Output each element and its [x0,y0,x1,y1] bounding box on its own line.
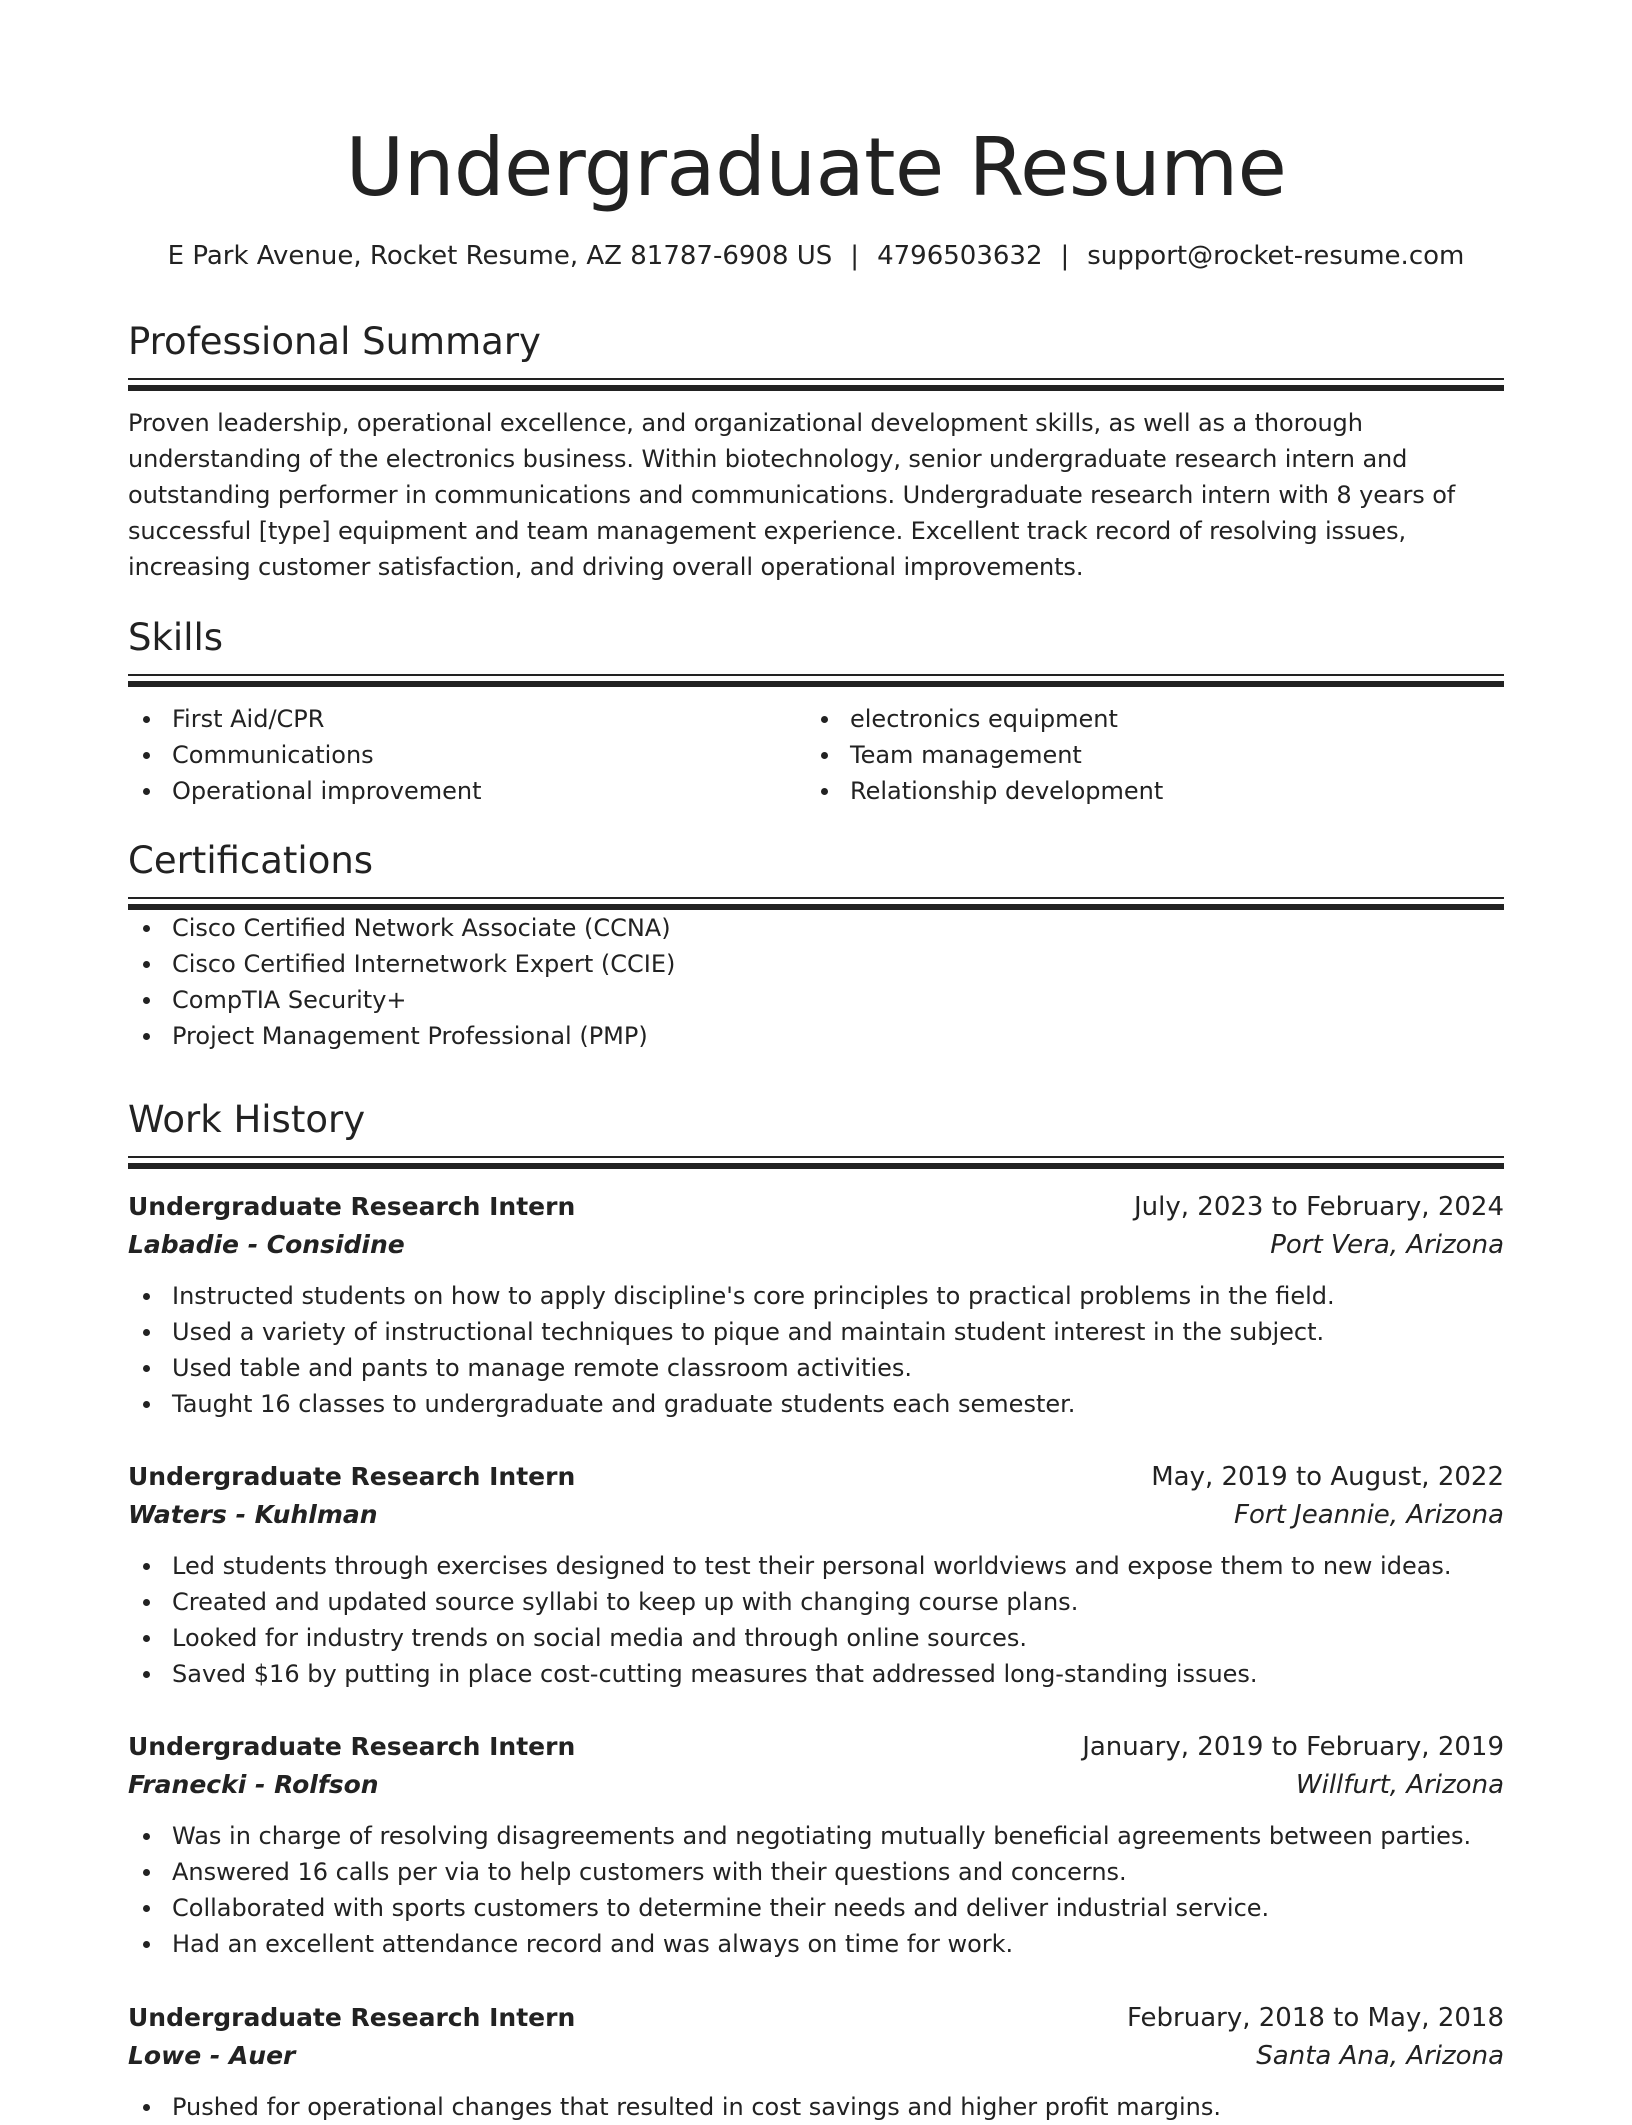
job-header-row [128,1458,1504,1496]
certification-item: Cisco Certified Internetwork Expert (CCIE) [128,946,1504,982]
job-dates: May, 2019 to August, 2022 [1151,1462,1504,1492]
job-company-row [128,1226,1504,1264]
skills-columns [128,701,1504,809]
certification-item: Project Management Professional (PMP) [128,1018,1504,1054]
skills-section [128,614,1504,809]
job-title: Undergraduate Research Intern [128,2003,576,2032]
job-location: Fort Jeannie, Arizona [1234,1500,1504,1530]
job-bullet: Answered 16 calls per via to help customers with their questions and concerns. [128,1854,1504,1890]
job-bullet: Used table and pants to manage remote classroom activities. [128,1350,1504,1386]
skill-item: First Aid/CPR [128,701,806,737]
summary-section [128,318,1504,585]
job-bullets [128,1548,1504,1692]
certifications-section [128,837,1504,1054]
section-heading-certifications: Certifications [128,839,374,882]
section-divider [128,674,1504,687]
job-location: Willfurt, Arizona [1295,1770,1504,1800]
contact-separator: | [850,241,860,271]
skills-list-right [806,701,1484,809]
job-header-row [128,1188,1504,1226]
skill-item: Communications [128,737,806,773]
job-bullet: Led students through exercises designed to test their personal worldviews and expose them to new ideas. [128,1548,1504,1584]
job-entry [128,1999,1504,2125]
section-heading-skills: Skills [128,616,224,659]
job-title: Undergraduate Research Intern [128,1462,576,1491]
job-location: Port Vera, Arizona [1270,1230,1504,1260]
job-title: Undergraduate Research Intern [128,1192,576,1221]
contact-email: support@rocket-resume.com [1087,241,1465,271]
summary-text: Proven leadership, operational excellence, and organizational development skills, as well as a thorough understanding of the electronics business. Within biotechnology, senior undergraduate research intern and outstanding performer in communications and communications. Undergraduate research intern with 8 years of successful [type] equipment and team management experience. Excellent track record of resolving issues, increasing customer satisfaction, and driving overall operational improvements. [128,409,1456,581]
contact-separator: | [1060,241,1070,271]
section-heading-work-history: Work History [128,1098,366,1141]
job-company: Franecki - Rolfson [128,1770,379,1799]
contact-line [128,238,1504,274]
skill-item: Relationship development [806,773,1484,809]
section-divider [128,897,1504,910]
job-header-row [128,1728,1504,1766]
certification-item: CompTIA Security+ [128,982,1504,1018]
section-divider [128,1156,1504,1169]
job-bullet: Had an excellent attendance record and was always on time for work. [128,1926,1504,1962]
job-bullet: Taught 16 classes to undergraduate and graduate students each semester. [128,1386,1504,1422]
certification-item: Cisco Certified Network Associate (CCNA) [128,910,1504,946]
job-location: Santa Ana, Arizona [1256,2041,1504,2071]
job-company-row [128,1496,1504,1534]
skill-item: Operational improvement [128,773,806,809]
job-company: Lowe - Auer [128,2041,296,2070]
section-heading-summary: Professional Summary [128,320,541,363]
resume-title: Undergraduate Resume [345,121,1287,214]
contact-address: E Park Avenue, Rocket Resume, AZ 81787-6908 US [167,241,833,271]
job-entry [128,1188,1504,1422]
job-company-row [128,1766,1504,1804]
job-company: Labadie - Considine [128,1230,405,1259]
job-dates: February, 2018 to May, 2018 [1127,2003,1504,2033]
job-bullet: Used a variety of instructional techniques to pique and maintain student interest in the subject. [128,1314,1504,1350]
job-bullets [128,2089,1504,2125]
work-history-section [128,1096,1504,1169]
job-bullets [128,1278,1504,1422]
skill-item: Team management [806,737,1484,773]
certifications-list [128,910,1504,1054]
job-bullet: Instructed students on how to apply discipline's core principles to practical problems in the field. [128,1278,1504,1314]
job-title: Undergraduate Research Intern [128,1732,576,1761]
skill-item: electronics equipment [806,701,1484,737]
job-bullet: Pushed for operational changes that resulted in cost savings and higher profit margins. [128,2089,1504,2125]
job-bullet: Was in charge of resolving disagreements and negotiating mutually beneficial agreements between parties. [128,1818,1504,1854]
contact-phone: 4796503632 [877,241,1043,271]
job-entry [128,1458,1504,1692]
job-dates: January, 2019 to February, 2019 [1082,1732,1504,1762]
section-divider [128,378,1504,391]
job-bullet: Collaborated with sports customers to determine their needs and deliver industrial service. [128,1890,1504,1926]
job-bullet: Looked for industry trends on social media and through online sources. [128,1620,1504,1656]
skills-list-left [128,701,806,809]
job-bullet: Created and updated source syllabi to keep up with changing course plans. [128,1584,1504,1620]
job-entry [128,1728,1504,1962]
job-header-row [128,1999,1504,2037]
job-bullet: Saved $16 by putting in place cost-cutting measures that addressed long-standing issues. [128,1656,1504,1692]
job-dates: July, 2023 to February, 2024 [1134,1192,1504,1222]
job-company: Waters - Kuhlman [128,1500,378,1529]
job-bullets [128,1818,1504,1962]
job-company-row [128,2037,1504,2075]
